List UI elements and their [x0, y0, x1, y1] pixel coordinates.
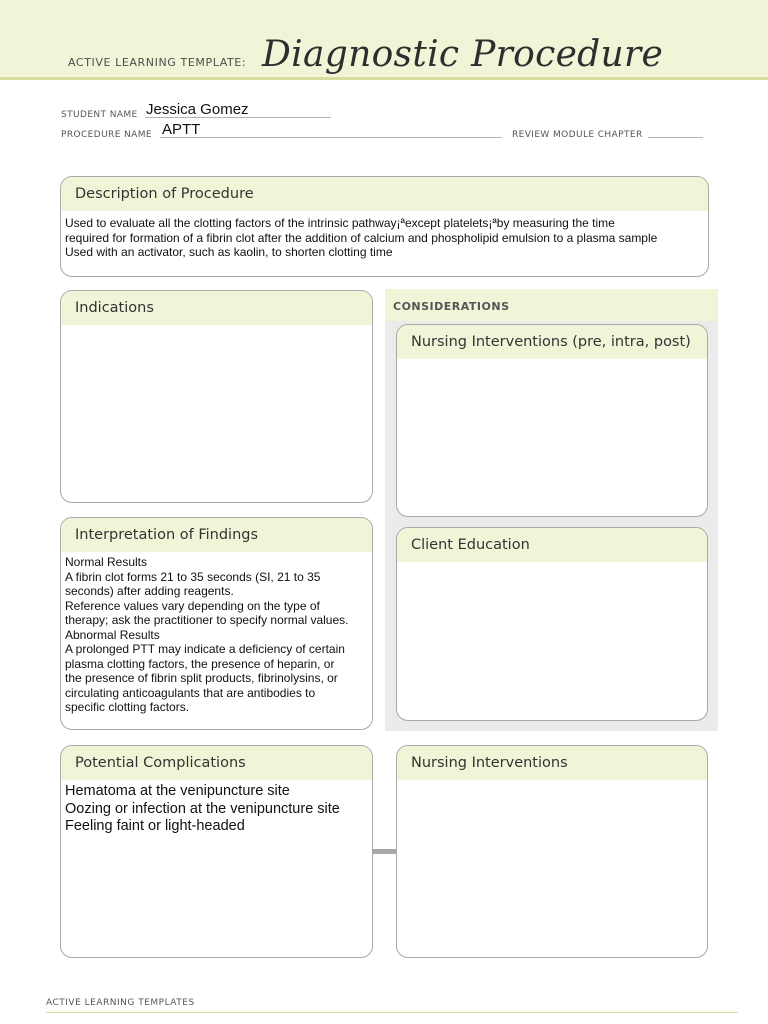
- considerations-label: CONSIDERATIONS: [393, 300, 510, 313]
- procedure-name-line: [160, 124, 502, 138]
- student-name-field[interactable]: Jessica Gomez: [146, 101, 249, 118]
- description-text[interactable]: [61, 211, 708, 260]
- interpretation-line: A fibrin clot forms 21 to 35 seconds (SI, 21 to 35: [65, 569, 321, 584]
- footer-rule: [46, 1012, 738, 1013]
- footer-label: ACTIVE LEARNING TEMPLATES: [46, 998, 195, 1008]
- interpretation-line: therapy; ask the practitioner to specify normal values.: [65, 613, 349, 627]
- complications-text[interactable]: [61, 780, 372, 836]
- description-line: required for formation of a fibrin clot after the addition of calcium and phospholipid emulsion to a plasma sample: [65, 230, 658, 245]
- interpretation-text[interactable]: [61, 552, 372, 715]
- description-box: [60, 176, 709, 277]
- student-name-label: STUDENT NAME: [61, 110, 138, 120]
- review-module-line: [648, 124, 703, 138]
- page-title: Diagnostic Procedure: [262, 34, 664, 75]
- interpretation-line: A prolonged PTT may indicate a deficiency of certain: [65, 642, 345, 656]
- interpretation-heading: Interpretation of Findings: [61, 518, 372, 552]
- nursing-interventions-pre-heading: Nursing Interventions (pre, intra, post): [397, 325, 707, 359]
- box-connector: [372, 849, 397, 854]
- interpretation-line: Reference values vary depending on the type of: [65, 598, 320, 613]
- interpretation-line: the presence of fibrin split products, fibrinolysins, or: [65, 671, 338, 685]
- procedure-name-label: PROCEDURE NAME: [61, 130, 152, 140]
- client-education-box: [396, 527, 708, 721]
- nursing-interventions-pre-text[interactable]: [397, 359, 707, 363]
- description-heading: Description of Procedure: [61, 177, 708, 211]
- indications-box: [60, 290, 373, 503]
- procedure-name-field[interactable]: APTT: [162, 121, 201, 138]
- interpretation-line: seconds) after adding reagents.: [65, 584, 234, 598]
- complication-line: Feeling faint or light-headed: [65, 818, 245, 834]
- client-education-heading: Client Education: [397, 528, 707, 562]
- nursing-interventions-text[interactable]: [397, 780, 707, 784]
- description-line: Used to evaluate all the clotting factors of the intrinsic pathway¡ªexcept platelets¡ªby measuring the time: [65, 216, 615, 230]
- interpretation-box: [60, 517, 373, 730]
- indications-heading: Indications: [61, 291, 372, 325]
- interpretation-line: specific clotting factors.: [65, 700, 190, 714]
- complications-box: [60, 745, 373, 958]
- nursing-interventions-box: [396, 745, 708, 958]
- description-line: Used with an activator, such as kaolin, to shorten clotting time: [65, 245, 393, 259]
- indications-text[interactable]: [61, 325, 372, 329]
- interpretation-line: Abnormal Results: [65, 627, 160, 642]
- interpretation-line: circulating anticoagulants that are antibodies to: [65, 685, 316, 700]
- client-education-text[interactable]: [397, 562, 707, 566]
- interpretation-line: plasma clotting factors, the presence of heparin, or: [65, 656, 335, 671]
- template-prefix: ACTIVE LEARNING TEMPLATE:: [68, 56, 247, 69]
- complications-heading: Potential Complications: [61, 746, 372, 780]
- review-module-label: REVIEW MODULE CHAPTER: [512, 130, 643, 140]
- nursing-interventions-heading: Nursing Interventions: [397, 746, 707, 780]
- nursing-interventions-pre-box: [396, 324, 708, 517]
- interpretation-line: Normal Results: [65, 555, 148, 569]
- complication-line: Oozing or infection at the venipuncture site: [65, 800, 340, 817]
- complication-line: Hematoma at the venipuncture site: [65, 783, 290, 799]
